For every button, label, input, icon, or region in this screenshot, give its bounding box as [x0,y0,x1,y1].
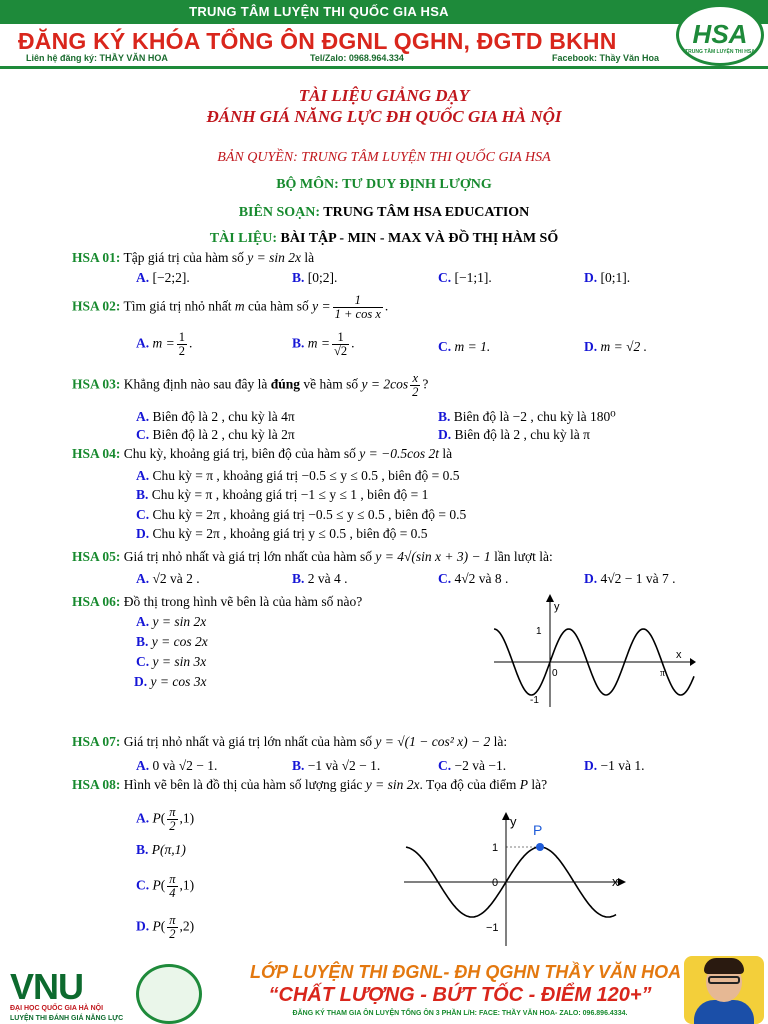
footer-contact: ĐĂNG KÝ THAM GIA ÔN LUYỆN TỔNG ÔN 3 PHẦN L/H: FACE: THẦY VĂN HOA- ZALO: 096.896.4334. [292,1010,628,1017]
doc-title-1: TÀI LIỆU GIẢNG DẠY [298,86,470,105]
author-line [0,205,768,221]
headline: ĐĂNG KÝ KHÓA TỔNG ÔN ĐGNL QGHN, ĐGTD BKHN [18,28,617,54]
teacher-avatar [684,956,764,1024]
q1-option-c[interactable]: C. [−1;1]. [438,270,492,285]
point-p [536,843,544,851]
y-label: y [510,814,517,829]
origin-label: 0 [552,668,558,679]
q1-option-d[interactable]: D. [0;1]. [584,270,631,285]
origin-label: 0 [492,877,499,889]
q6-option-b[interactable]: B. y = cos 2x [136,634,208,649]
pi-label: π [660,668,666,679]
question-8: HSA 08: Hình vẽ bên là đồ thị của hàm số lượng giác y = sin 2x. Tọa độ của điểm P là? [72,777,548,792]
author-label: BIÊN SOẠN: [238,205,321,220]
author-value: TRUNG TÂM HSA EDUCATION [323,205,530,220]
book-emblem-icon [136,964,202,1024]
q4-option-c[interactable]: C. Chu kỳ = 2π , khoảng giá trị −0.5 ≤ y ≤ 0.5 , biên độ = 0.5 [136,507,467,522]
tick-1: 1 [492,842,499,854]
header-divider [0,66,768,69]
question-7: HSA 07: Giá trị nhỏ nhất và giá trị lớn nhất của hàm số y = √(1 − cos² x) − 2 là: [72,734,508,749]
y-axis-arrow [546,594,554,602]
question-2: HSA 02: Tìm giá trị nhỏ nhất m của hàm số y = $\frac{1}{\text{1 + cos x}}$ . [72,293,389,321]
q3-option-a[interactable]: A. Biên độ là 2 , chu kỳ là 4π [136,409,295,424]
q8-option-c[interactable]: C. P( $\frac{\pi}{4}$ ,1) [136,872,195,900]
question-5: HSA 05: Giá trị nhỏ nhất và giá trị lớn nhất của hàm số y = 4√(sin x + 3) − 1 lần lượt là: [72,549,553,564]
point-p-label: P [533,822,543,838]
q6-option-a[interactable]: A. y = sin 2x [136,614,207,629]
q6-graph [490,592,700,712]
q2-option-c[interactable]: C. m = 1. [438,339,491,354]
q6-option-c[interactable]: C. y = sin 3x [136,654,207,669]
x-label: x [676,649,682,661]
y-label: y [554,601,560,613]
tick-neg1: −1 [486,922,499,934]
footer-slogan: “CHẤT LƯỢNG - BỨT TỐC - ĐIỂM 120+” [268,984,652,1006]
hsa-logo: HSA TRUNG TÂM LUYỆN THI HSA [676,4,764,66]
center-name: TRUNG TÂM LUYỆN THI QUỐC GIA HSA [189,4,449,19]
q1-option-b[interactable]: B. [0;2]. [292,270,338,285]
y-axis-arrow [502,812,510,820]
q8-option-b[interactable]: B. P(π,1) [136,842,186,857]
x-label: x [612,874,619,889]
doc-value: BÀI TẬP - MIN - MAX VÀ ĐỒ THỊ HÀM SỐ [280,231,559,246]
doc-title-2: ĐÁNH GIÁ NĂNG LỰC ĐH QUỐC GIA HÀ NỘI [206,107,562,126]
vnu-logo: VNU ĐẠI HỌC QUỐC GIA HÀ NỘI LUYỆN THI ĐÁNH GIÁ NĂNG LỰC [4,962,244,1024]
q7-option-b[interactable]: B. −1 và √2 − 1. [292,758,381,773]
question-1: HSA 01: Tập giá trị của hàm số y = sin 2x là [72,250,315,265]
q5-option-d[interactable]: D. 4√2 − 1 và 7 . [584,571,676,586]
q3-option-c[interactable]: C. Biên độ là 2 , chu kỳ là 2π [136,427,295,442]
tel-text: Tel/Zalo: 0968.964.334 [310,53,404,63]
q7-option-c[interactable]: C. −2 và −1. [438,758,507,773]
q4-option-a[interactable]: A. Chu kỳ = π , khoảng giá trị −0.5 ≤ y ≤ 0.5 , biên độ = 0.5 [136,468,460,483]
q4-option-d[interactable]: D. Chu kỳ = 2π , khoảng giá trị y ≤ 0.5 , biên độ = 0.5 [136,526,428,541]
q1-option-a[interactable]: A. [−2;2]. [136,270,190,285]
tick-neg1: -1 [530,695,539,706]
subject-line [0,177,768,193]
q7-option-a[interactable]: A. 0 và √2 − 1. [136,758,218,773]
doc-label: TÀI LIỆU: [209,231,278,246]
footer-banner [0,954,768,1024]
x-axis-arrow [690,658,696,666]
q8-option-a[interactable]: A. P( $\frac{\pi}{2}$ ,1) [136,805,195,833]
q6-option-d[interactable]: D. y = cos 3x [134,674,207,689]
x-axis-arrow [618,878,626,886]
q3-option-d[interactable]: D. Biên độ là 2 , chu kỳ là π [438,427,590,442]
q5-option-c[interactable]: C. 4√2 và 8 . [438,571,509,586]
q2-option-a[interactable]: A. m = $\frac{1}{2}$ . [136,330,193,358]
copyright: BẢN QUYỀN: TRUNG TÂM LUYỆN THI QUỐC GIA HSA [217,150,551,165]
q8-option-d[interactable]: D. P( $\frac{\pi}{2}$ ,2) [136,913,195,941]
question-4: HSA 04: Chu kỳ, khoảng giá trị, biên độ của hàm số y = −0.5cos 2t là [72,446,453,461]
tick-1: 1 [536,626,542,637]
subject-value: TƯ DUY ĐỊNH LƯỢNG [342,177,492,192]
subject-label: BỘ MÔN: [276,177,339,192]
q8-graph [400,808,632,948]
header-banner [0,0,768,24]
q7-option-d[interactable]: D. −1 và 1. [584,758,645,773]
q5-option-a[interactable]: A. √2 và 2 . [136,571,200,586]
q5-option-b[interactable]: B. 2 và 4 . [292,571,348,586]
q3-option-b[interactable]: B. Biên độ là −2 , chu kỳ là 180⁰ [438,409,616,424]
question-6: HSA 06: Đồ thị trong hình vẽ bên là của hàm số nào? [72,594,363,609]
q4-option-b[interactable]: B. Chu kỳ = π , khoảng giá trị −1 ≤ y ≤ 1 , biên độ = 1 [136,487,429,502]
q2-option-b[interactable]: B. m = $\frac{1}{√2}$ . [292,330,355,358]
q2-option-d[interactable]: D. m = √2 . [584,339,648,354]
facebook-text: Facebook: Thầy Văn Hoa [552,53,660,63]
contact-text: Liên hệ đăng ký: THẦY VĂN HOA [26,53,168,63]
footer-line-1: LỚP LUYỆN THI ĐGNL- ĐH QGHN THẦY VĂN HOA [250,962,682,982]
question-3: HSA 03: Khẳng định nào sau đây là đúng về hàm số y = 2cos $\frac{x}{2}$ ? [72,371,429,399]
doc-line [0,231,768,247]
